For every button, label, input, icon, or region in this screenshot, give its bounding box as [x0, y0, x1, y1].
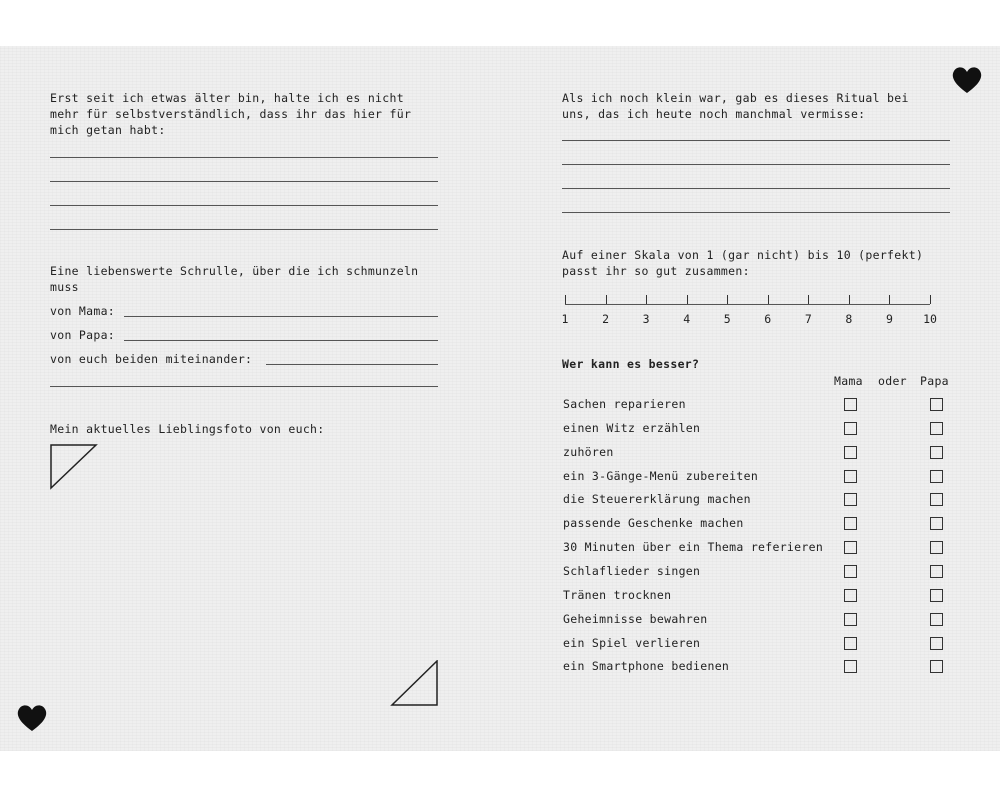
checkbox-papa[interactable]	[930, 589, 943, 602]
scale-number: 4	[683, 312, 691, 326]
checkbox-papa[interactable]	[930, 493, 943, 506]
scale-axis	[565, 304, 930, 305]
list-item: Tränen trocknen	[563, 587, 672, 602]
left-question-1-line: mich getan habt:	[50, 123, 166, 137]
list-item: ein Smartphone bedienen	[563, 659, 730, 674]
scale-number: 3	[642, 312, 650, 326]
checkbox-papa[interactable]	[930, 637, 943, 650]
list-item: ein Spiel verlieren	[563, 635, 701, 650]
right-question-1-line: Als ich noch klein war, gab es dieses Ritual bei	[562, 91, 909, 105]
photo-corner-icon	[50, 444, 98, 490]
checkbox-mama[interactable]	[844, 398, 857, 411]
list-item: ein 3-Gänge-Menü zubereiten	[563, 468, 759, 483]
scale-tick[interactable]	[565, 295, 566, 304]
answer-line[interactable]	[50, 386, 438, 387]
scale-number: 1	[561, 312, 569, 326]
answer-line[interactable]	[562, 188, 950, 189]
scale-tick[interactable]	[687, 295, 688, 304]
scale-tick[interactable]	[727, 295, 728, 304]
list-item: zuhören	[563, 444, 614, 459]
scale-tick[interactable]	[930, 295, 931, 304]
checkbox-mama[interactable]	[844, 446, 857, 459]
left-question-2-line: Eine liebenswerte Schrulle, über die ich schmunzeln	[50, 264, 419, 278]
heart-icon	[16, 704, 48, 732]
checkbox-papa[interactable]	[930, 517, 943, 530]
scale-question	[562, 247, 923, 279]
checkbox-mama[interactable]	[844, 541, 857, 554]
label-von-papa: von Papa:	[50, 328, 116, 342]
photo-corner-icon	[390, 660, 439, 706]
checkbox-mama[interactable]	[844, 589, 857, 602]
list-item: passende Geschenke machen	[563, 516, 744, 531]
answer-line-papa[interactable]	[124, 340, 438, 341]
column-mama: Mama	[834, 374, 863, 388]
scale-number: 2	[602, 312, 610, 326]
who-better-title: Wer kann es besser?	[562, 357, 700, 371]
checkbox-papa[interactable]	[930, 565, 943, 578]
scale-question-line: passt ihr so gut zusammen:	[562, 264, 750, 278]
scale-tick[interactable]	[606, 295, 607, 304]
answer-line-mama[interactable]	[124, 316, 438, 317]
checkbox-mama[interactable]	[844, 493, 857, 506]
scale-tick[interactable]	[889, 295, 890, 304]
checkbox-papa[interactable]	[930, 541, 943, 554]
column-oder: oder	[878, 374, 907, 388]
checkbox-papa[interactable]	[930, 470, 943, 483]
right-question-1	[562, 90, 909, 122]
list-item: Sachen reparieren	[563, 397, 686, 411]
checkbox-papa[interactable]	[930, 660, 943, 673]
answer-line-beiden[interactable]	[266, 364, 438, 365]
book-spread	[0, 46, 1000, 751]
list-item: Schlaflieder singen	[563, 563, 701, 578]
list-item: Geheimnisse bewahren	[563, 611, 708, 626]
left-question-1-line: mehr für selbstverständlich, dass ihr das hier für	[50, 107, 412, 121]
column-papa: Papa	[920, 374, 949, 388]
scale-number: 9	[885, 312, 893, 326]
answer-line[interactable]	[562, 164, 950, 165]
list-item: einen Witz erzählen	[563, 420, 701, 435]
checkbox-mama[interactable]	[844, 660, 857, 673]
label-von-mama: von Mama:	[50, 304, 116, 318]
answer-line[interactable]	[562, 212, 950, 213]
scale-number: 5	[723, 312, 731, 326]
checkbox-papa[interactable]	[930, 446, 943, 459]
left-question-2	[50, 263, 418, 295]
checkbox-papa[interactable]	[930, 398, 943, 411]
list-item: die Steuererklärung machen	[563, 492, 751, 507]
checkbox-mama[interactable]	[844, 470, 857, 483]
photo-label: Mein aktuelles Lieblingsfoto von euch:	[50, 422, 325, 436]
answer-line[interactable]	[50, 157, 438, 158]
checkbox-mama[interactable]	[844, 613, 857, 626]
scale-tick[interactable]	[646, 295, 647, 304]
answer-line[interactable]	[50, 181, 438, 182]
left-question-1-line: Erst seit ich etwas älter bin, halte ich es nicht	[50, 91, 404, 105]
scale-number: 8	[845, 312, 853, 326]
checkbox-papa[interactable]	[930, 422, 943, 435]
label-von-beiden: von euch beiden miteinander:	[50, 352, 253, 366]
scale-tick[interactable]	[768, 295, 769, 304]
scale-number: 7	[804, 312, 812, 326]
list-item: 30 Minuten über ein Thema referieren	[563, 540, 824, 555]
answer-line[interactable]	[562, 140, 950, 141]
checkbox-mama[interactable]	[844, 565, 857, 578]
scale-tick[interactable]	[808, 295, 809, 304]
heart-icon	[951, 66, 983, 94]
scale-number: 10	[923, 312, 937, 326]
answer-line[interactable]	[50, 205, 438, 206]
scale-question-line: Auf einer Skala von 1 (gar nicht) bis 10 (perfekt)	[562, 248, 924, 262]
checkbox-papa[interactable]	[930, 613, 943, 626]
left-question-2-line: muss	[50, 280, 79, 294]
scale-number: 6	[764, 312, 772, 326]
checkbox-mama[interactable]	[844, 517, 857, 530]
right-question-1-line: uns, das ich heute noch manchmal vermisse:	[562, 107, 866, 121]
scale-tick[interactable]	[849, 295, 850, 304]
checkbox-mama[interactable]	[844, 637, 857, 650]
answer-line[interactable]	[50, 229, 438, 230]
left-question-1	[50, 90, 411, 138]
checkbox-mama[interactable]	[844, 422, 857, 435]
